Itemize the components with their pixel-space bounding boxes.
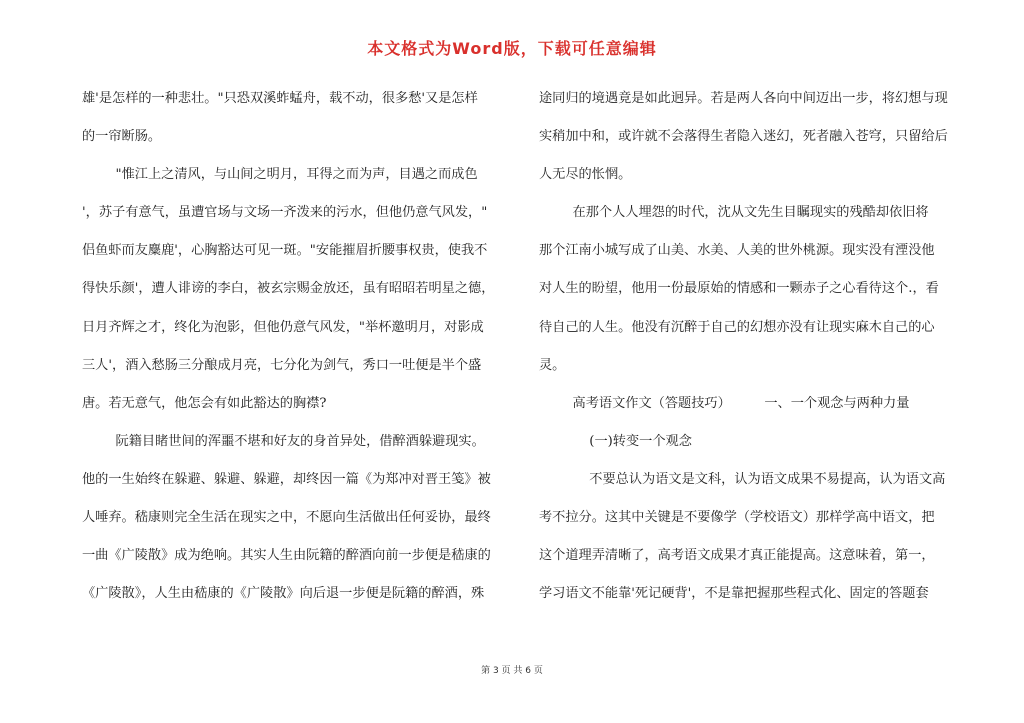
text-line: 这个道理弄清晰了，高考语文成果才真正能提高。这意味着，第一， bbox=[539, 548, 935, 564]
text-line: 那个江南小城写成了山美、水美、人美的世外桃源。现实没有湮没他 bbox=[539, 243, 935, 259]
text-line: 三人'，酒入愁肠三分酿成月亮，七分化为剑气，秀口一吐便是半个盛 bbox=[82, 357, 482, 373]
text-line: 不要总认为语文是文科，认为语文成果不易提高，认为语文高 bbox=[539, 471, 946, 487]
text-line: 学习语文不能靠'死记硬背'，不是靠把握那些程式化、固定的答题套 bbox=[539, 586, 929, 602]
text-line: 唐。若无意气，他怎会有如此豁达的胸襟? bbox=[82, 395, 327, 411]
text-line: 待自己的人生。他没有沉醉于自己的幻想亦没有让现实麻木自己的心 bbox=[539, 319, 935, 335]
text-line: 雄'是怎样的一种悲壮。"只恐双溪蚱蜢舟，载不动，很多愁'又是怎样 bbox=[82, 91, 478, 106]
text-line: 的一帘断肠。 bbox=[82, 129, 162, 145]
text-line: 人唾弃。嵇康则完全生活在现实之中，不愿向生活做出任何妥协，最终 bbox=[82, 510, 491, 526]
document-banner: 本文格式为Word版，下载可任意编辑 bbox=[367, 39, 657, 58]
text-line: 考不拉分。这其中关键是不要像学（学校语文）那样学高中语文，把 bbox=[539, 510, 935, 526]
text-line: 实稍加中和，或许就不会落得生者隐入迷幻，死者融入苍穹，只留给后 bbox=[539, 129, 948, 145]
text-line: 在那个人人埋怨的时代，沈从文先生目瞩现实的残酷却依旧将 bbox=[539, 205, 929, 221]
text-line: 灵。 bbox=[539, 357, 566, 373]
text-line: "惟江上之清风，与山间之明月，耳得之而为声，目遇之而成色 bbox=[82, 167, 478, 183]
text-line: 途同归的境遇竟是如此迥异。若是两人各向中间迈出一步，将幻想与现 bbox=[539, 91, 948, 106]
text-line: 侣鱼虾而友麋鹿'，心胸豁达可见一斑。"安能摧眉折腰事权贵，使我不 bbox=[82, 243, 488, 259]
text-line: 一曲《广陵散》成为绝响。其实人生由阮籍的醉酒向前一步便是嵇康的 bbox=[82, 548, 491, 564]
text-line: 得快乐颜'，遭人诽谤的李白，被玄宗赐金放还，虽有昭昭若明星之德， bbox=[82, 281, 495, 297]
text-line: 对人生的盼望，他用一份最原始的情感和一颗赤子之心看待这个.，看 bbox=[539, 281, 939, 297]
right-text-column bbox=[539, 80, 959, 613]
text-line: (一)转变一个观念 bbox=[539, 433, 692, 449]
text-line: 高考语文作文（答题技巧） 一、一个观念与两种力量 bbox=[539, 395, 910, 411]
text-line: 人无尽的怅惘。 bbox=[539, 167, 632, 183]
text-line: 《广陵散》，人生由嵇康的《广陵散》向后退一步便是阮籍的醉酒，殊 bbox=[82, 586, 485, 602]
page-number-footer: 第 3 页 共 6 页 bbox=[481, 666, 543, 676]
text-line: 他的一生始终在躲避、躲避、躲避，却终因一篇《为郑冲对晋王笺》被 bbox=[82, 471, 491, 487]
text-line: 阮籍目睹世间的浑噩不堪和好友的身首异处，借醉酒躲避现实。 bbox=[82, 433, 485, 449]
left-text-column bbox=[82, 80, 522, 613]
text-line: 日月齐辉之才，终化为泡影，但他仍意气风发，"举杯邀明月，对影成 bbox=[82, 319, 484, 335]
text-line: '，苏子有意气，虽遭官场与文场一齐泼来的污水，但他仍意气风发，" bbox=[82, 205, 488, 221]
